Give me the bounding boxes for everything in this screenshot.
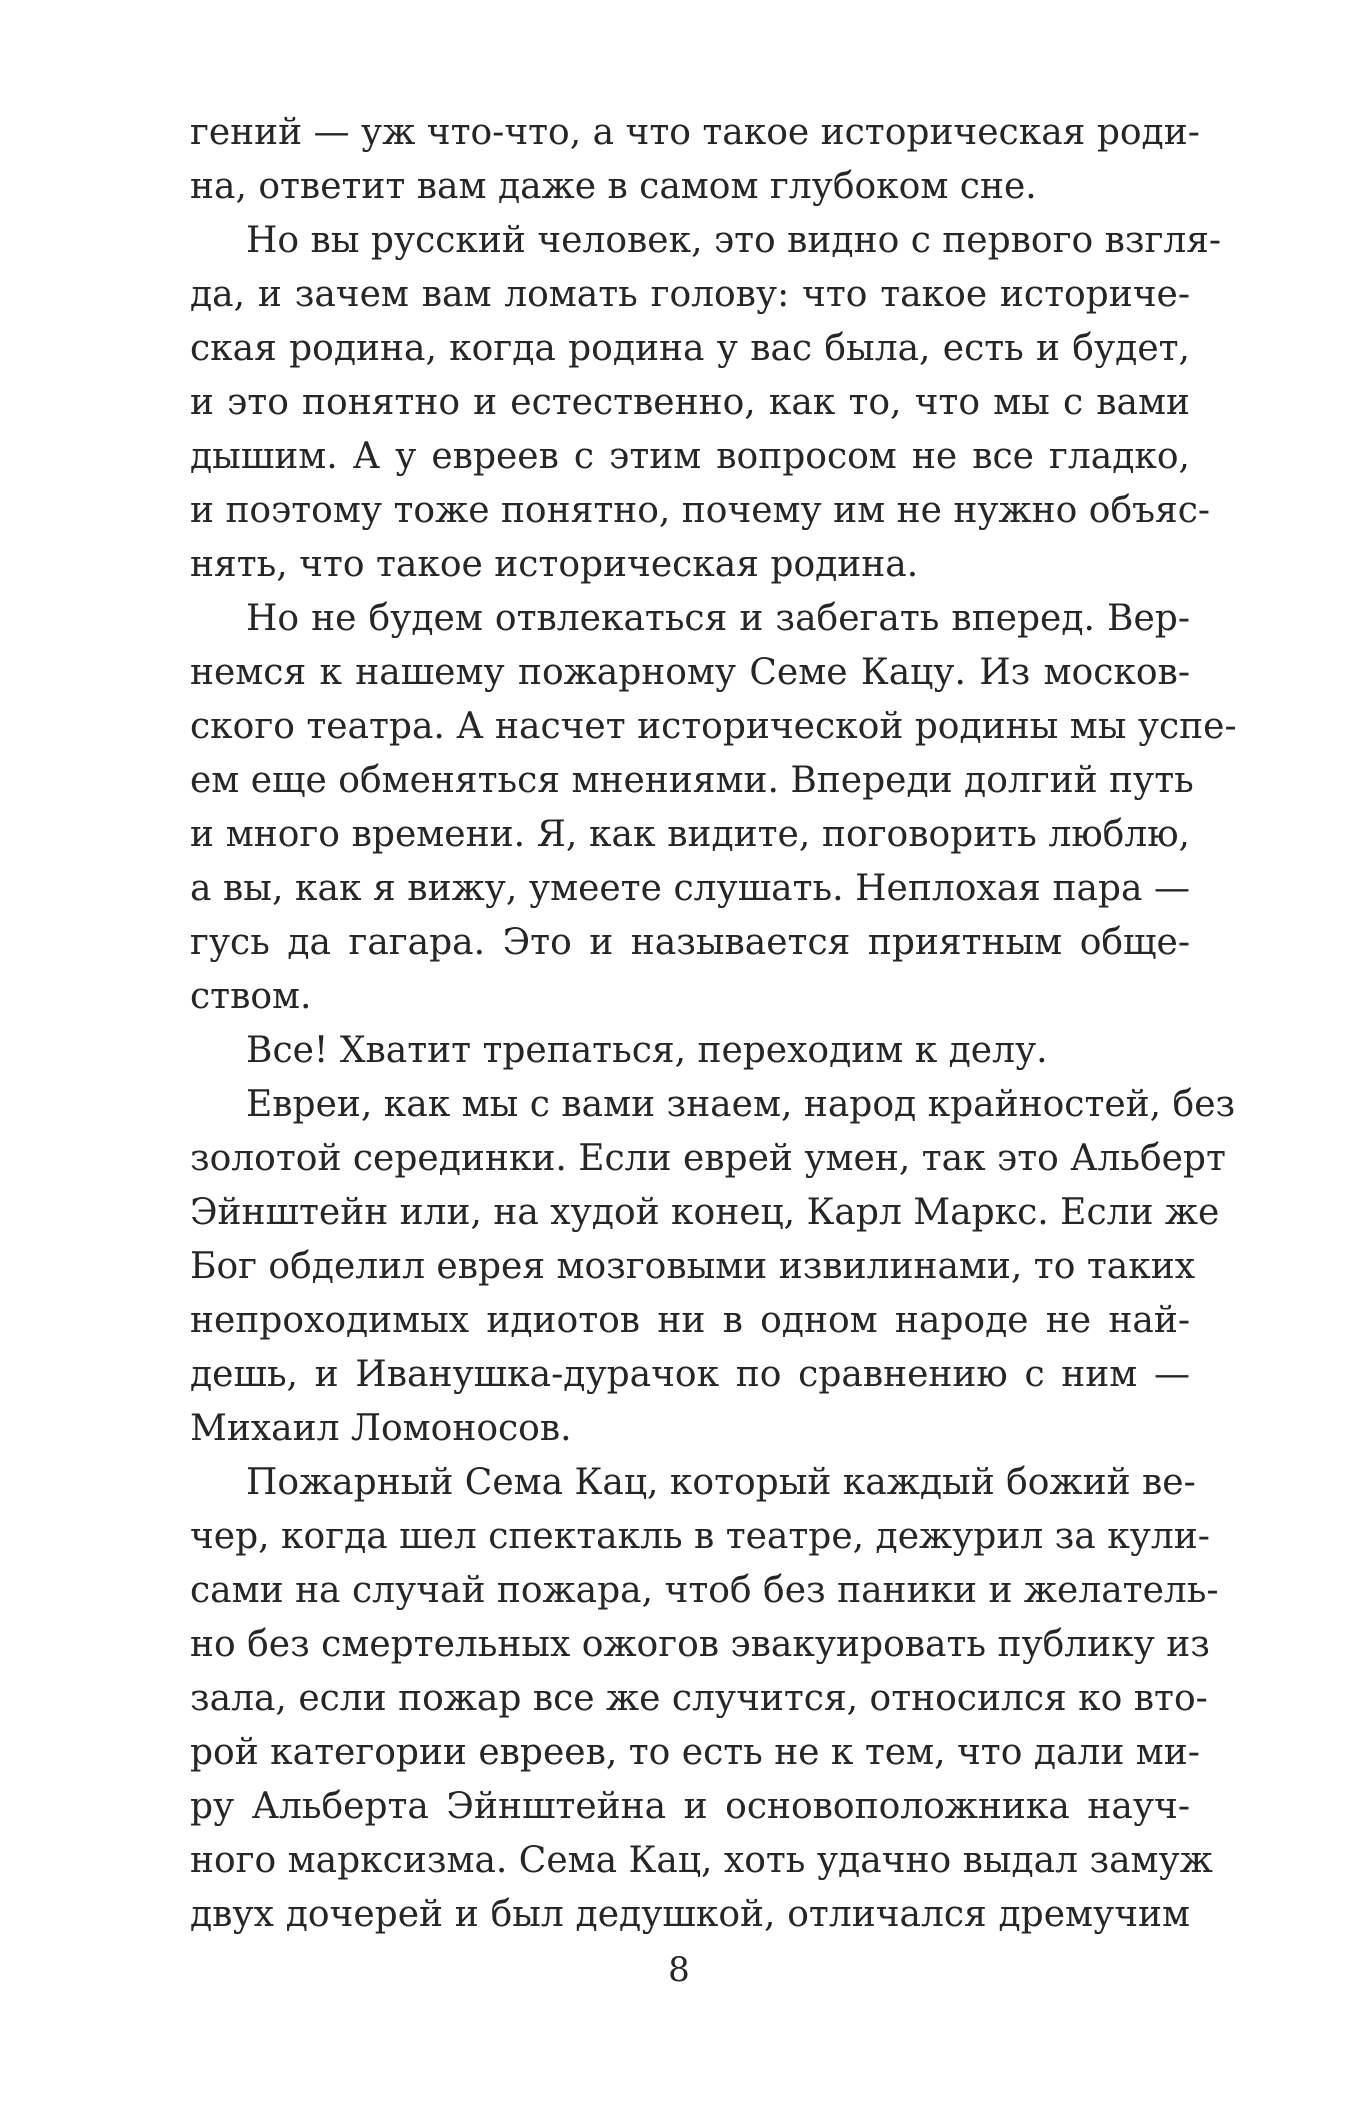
text-line: зала, если пожар все же случится, относился ко вто-: [190, 1678, 1208, 1719]
text-line: а вы, как я вижу, умеете слушать. Неплохая пара —: [190, 868, 1190, 909]
text-line: гений — уж что-что, а что такое историческая роди-: [190, 112, 1200, 153]
text-line: ством.: [190, 976, 312, 1017]
text-line: золотой серединки. Если еврей умен, так это Альберт: [190, 1138, 1226, 1179]
text-line: дышим. А у евреев с этим вопросом не все гладко,: [190, 436, 1190, 477]
text-line: Бог обделил еврея мозговыми извилинами, то таких: [190, 1246, 1196, 1287]
text-line: Михаил Ломоносов.: [190, 1408, 572, 1449]
text-line: Все! Хватит трепаться, переходим к делу.: [246, 1030, 1048, 1071]
text-line: сами на случай пожара, чтоб без паники и желатель-: [190, 1570, 1219, 1611]
text-line: Эйнштейн или, на худой конец, Карл Маркс. Если же: [190, 1192, 1220, 1233]
text-line: чер, когда шел спектакль в театре, дежурил за кули-: [190, 1516, 1210, 1557]
text-line: ру Альберта Эйнштейна и основоположника науч-: [190, 1786, 1190, 1827]
text-line: но без смертельных ожогов эвакуировать публику из: [190, 1624, 1210, 1665]
text-line: Но не будем отвлекаться и забегать вперед. Вер-: [246, 598, 1190, 639]
text-line: ем еще обменяться мнениями. Впереди долгий путь: [190, 760, 1194, 801]
text-line: да, и зачем вам ломать голову: что такое историче-: [190, 274, 1190, 315]
text-line: рой категории евреев, то есть не к тем, что дали ми-: [190, 1732, 1200, 1773]
text-line: и много времени. Я, как видите, поговорить люблю,: [190, 814, 1190, 855]
text-line: гусь да гагара. Это и называется приятным обще-: [190, 922, 1190, 963]
text-line: Пожарный Сема Кац, который каждый божий ве-: [246, 1462, 1196, 1503]
text-line: на, ответит вам даже в самом глубоком сне.: [190, 166, 1037, 207]
text-line: нять, что такое историческая родина.: [190, 544, 919, 585]
text-line: непроходимых идиотов ни в одном народе не най-: [190, 1300, 1190, 1341]
page-number: 8: [668, 1950, 690, 1990]
text-line: ская родина, когда родина у вас была, есть и будет,: [190, 328, 1190, 369]
text-line: немся к нашему пожарному Семе Кацу. Из москов-: [190, 652, 1190, 693]
text-line: и это понятно и естественно, как то, что мы с вами: [190, 382, 1190, 423]
text-line: двух дочерей и был дедушкой, отличался дремучим: [190, 1894, 1190, 1935]
text-line: ского театра. А насчет исторической родины мы успе-: [190, 706, 1237, 747]
body-text: [190, 106, 1237, 1942]
text-line: Евреи, как мы с вами знаем, народ крайностей, без: [246, 1084, 1236, 1125]
text-line: и поэтому тоже понятно, почему им не нужно объяс-: [190, 490, 1211, 531]
text-line: дешь, и Иванушка-дурачок по сравнению с ним —: [190, 1354, 1190, 1395]
text-line: Но вы русский человек, это видно с первого взгля-: [246, 220, 1222, 261]
text-line: ного марксизма. Сема Кац, хоть удачно выдал замуж: [190, 1840, 1213, 1881]
